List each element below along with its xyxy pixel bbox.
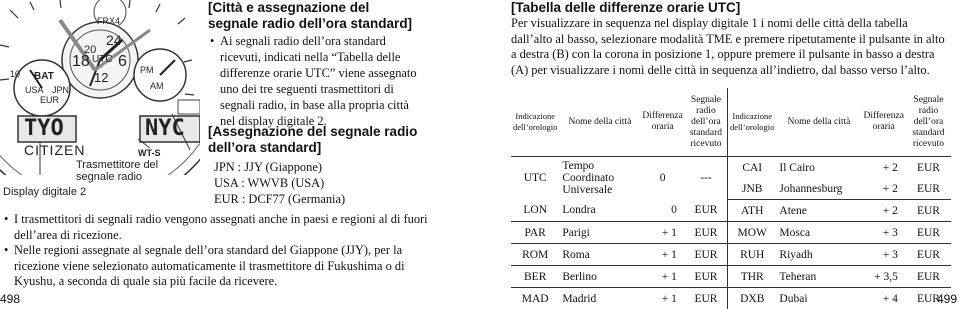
cell-diff: + 3 [861, 222, 905, 244]
page-number-left: 498 [0, 292, 20, 306]
cell-signal: EUR [685, 244, 728, 266]
brand-logo-text: CITIZEN [24, 142, 85, 158]
cell-diff: + 2 [861, 178, 905, 200]
dial-label-6: 6 [118, 56, 127, 68]
dial-label-24: 24 [106, 34, 122, 46]
caption-transmitter: Trasmettitore del segnale radio [76, 159, 186, 183]
cell-city: Teheran [776, 266, 861, 288]
dial-label-utc: UTC [92, 54, 113, 66]
cell-diff: + 1 [640, 222, 684, 244]
header-city: Nome della città [776, 88, 861, 157]
table-row [511, 244, 951, 266]
cell-signal: EUR [906, 222, 951, 244]
header-signal: Segnale radio dell’ora standard ricevuto [685, 88, 728, 157]
cell-city: Madrid [559, 288, 640, 309]
cell-diff: 0 [640, 200, 684, 222]
cell-diff: + 4 [861, 288, 905, 309]
heading-city-signal-assignment: [Città e assegnazione del segnale radio dell’ora standard] [208, 0, 423, 32]
cell-code: DXB [728, 288, 777, 309]
station-list [214, 159, 345, 207]
cell-code: MAD [511, 288, 559, 309]
cell-code: UTC [511, 157, 559, 200]
cell-signal: EUR [685, 200, 728, 222]
dial-label-12: 12 [94, 72, 108, 84]
cell-city: Mosca [776, 222, 861, 244]
cell-city: Dubai [776, 288, 861, 309]
header-difference: Differenza oraria [640, 88, 684, 157]
cell-code: ROM [511, 244, 559, 266]
cell-city: Tempo Coordinato Universale [559, 157, 640, 200]
table-row [511, 266, 951, 288]
cell-code: BER [511, 266, 559, 288]
cell-signal: EUR [906, 157, 951, 179]
cell-signal: EUR [906, 288, 951, 309]
cell-diff: + 1 [640, 244, 684, 266]
cell-signal: --- [685, 157, 728, 200]
caption-display-2: Display digitale 2 [3, 186, 86, 198]
header-city: Nome della città [559, 88, 640, 157]
station-jpn: JPN : JJY (Giappone) [214, 159, 345, 175]
dial-label-eur: EUR [40, 94, 59, 106]
digital-display-2-text: TYO [24, 117, 64, 141]
digital-display-1-text: NYC [145, 117, 185, 141]
cell-diff: + 3 [861, 244, 905, 266]
cell-city: Parigi [559, 222, 640, 244]
cell-signal: EUR [906, 266, 951, 288]
dial-label-wts: WT-S [138, 147, 161, 159]
cell-city: Il Cairo [776, 157, 861, 179]
cell-city: Roma [559, 244, 640, 266]
cell-code: ATH [728, 200, 777, 222]
dial-label-am: AM [150, 80, 164, 92]
heading-utc-table: [Tabella delle differenze orarie UTC] [511, 0, 740, 16]
header-difference: Differenza oraria [861, 88, 905, 157]
watch-illustration [0, 0, 200, 175]
cell-code: PAR [511, 222, 559, 244]
bullet-note-japan: • Nelle regioni assegnate al segnale dell’ora standard del Giappone (JJY), per la ricezione viene selezionato automaticamente il trasmettitore di Fukushima o di Kyushu, a seconda di quale sia più facile da ricevere. [4, 243, 429, 290]
cell-city: Johannesburg [776, 178, 861, 200]
cell-city: Atene [776, 200, 861, 222]
table-header-row [511, 88, 951, 157]
header-display: Indicazione dell’orologio [728, 88, 777, 157]
cell-code: CAI [728, 157, 777, 179]
cell-diff: + 2 [861, 200, 905, 222]
cell-signal: EUR [906, 244, 951, 266]
table-intro-text: Per visualizzare in sequenza nel display digitale 1 i nomi delle città della tabella dall’alto al basso, selezionare modalità TME e premere ripetutamente il pulsante in alto a destra (B) con la corona in posizione 1, oppure premere il pulsante in basso a destra (A) per visualizzare i nomi delle città in sequenza all’indietro, dal basso verso l’alto. [511, 16, 951, 78]
cell-diff: + 1 [640, 288, 684, 309]
bullet-note-transmitters: • I trasmettitori di segnali radio vengono assegnati anche in paesi e regioni al di fuori dell’area di ricezione. [4, 212, 429, 243]
cell-signal: EUR [685, 288, 728, 309]
cell-diff: + 2 [861, 157, 905, 179]
dial-label-10: 10 [10, 68, 20, 80]
dial-label-usa: USA [25, 84, 44, 96]
station-eur: EUR : DCF77 (Germania) [214, 191, 345, 207]
cell-diff: + 1 [640, 266, 684, 288]
header-display: Indicazione dell’orologio [511, 88, 559, 157]
table-row [511, 200, 951, 222]
dial-label-pm: PM [140, 64, 154, 76]
dial-label-frx4: FRX4 [97, 15, 120, 27]
cell-signal: EUR [685, 266, 728, 288]
cell-code: THR [728, 266, 777, 288]
cell-city: Londra [559, 200, 640, 222]
header-signal: Segnale radio dell’ora standard ricevuto [906, 88, 951, 157]
cell-code: JNB [728, 178, 777, 200]
cell-city: Riyadh [776, 244, 861, 266]
cell-signal: EUR [906, 200, 951, 222]
cell-diff: + 3,5 [861, 266, 905, 288]
dial-label-20: 20 [84, 44, 96, 56]
bullet-signal-intro: • Ai segnali radio dell’ora standard ricevuti, indicati nella “Tabella delle differenze orarie UTC” viene assegnato uno dei tre seguenti trasmettitori di segnali radio, in base alla propria città nel display digitale 2. [210, 33, 420, 129]
dial-label-18: 18 [72, 56, 90, 68]
table-row [511, 288, 951, 309]
dial-label-bat: BAT [34, 71, 54, 83]
table-row [511, 157, 951, 179]
cell-signal: EUR [906, 178, 951, 200]
cell-signal: EUR [685, 222, 728, 244]
page-number-right: 499 [937, 292, 957, 306]
utc-difference-table [511, 88, 951, 309]
cell-code: MOW [728, 222, 777, 244]
table-row [511, 222, 951, 244]
bullet-list-notes [4, 212, 429, 290]
cell-diff: 0 [640, 157, 684, 200]
cell-code: LON [511, 200, 559, 222]
dial-label-jpn: JPN [52, 84, 69, 96]
heading-signal-assignment: [Assegnazione del segnale radio dell’ora standard] [208, 124, 418, 156]
cell-code: RUH [728, 244, 777, 266]
station-usa: USA : WWVB (USA) [214, 175, 345, 191]
cell-city: Berlino [559, 266, 640, 288]
